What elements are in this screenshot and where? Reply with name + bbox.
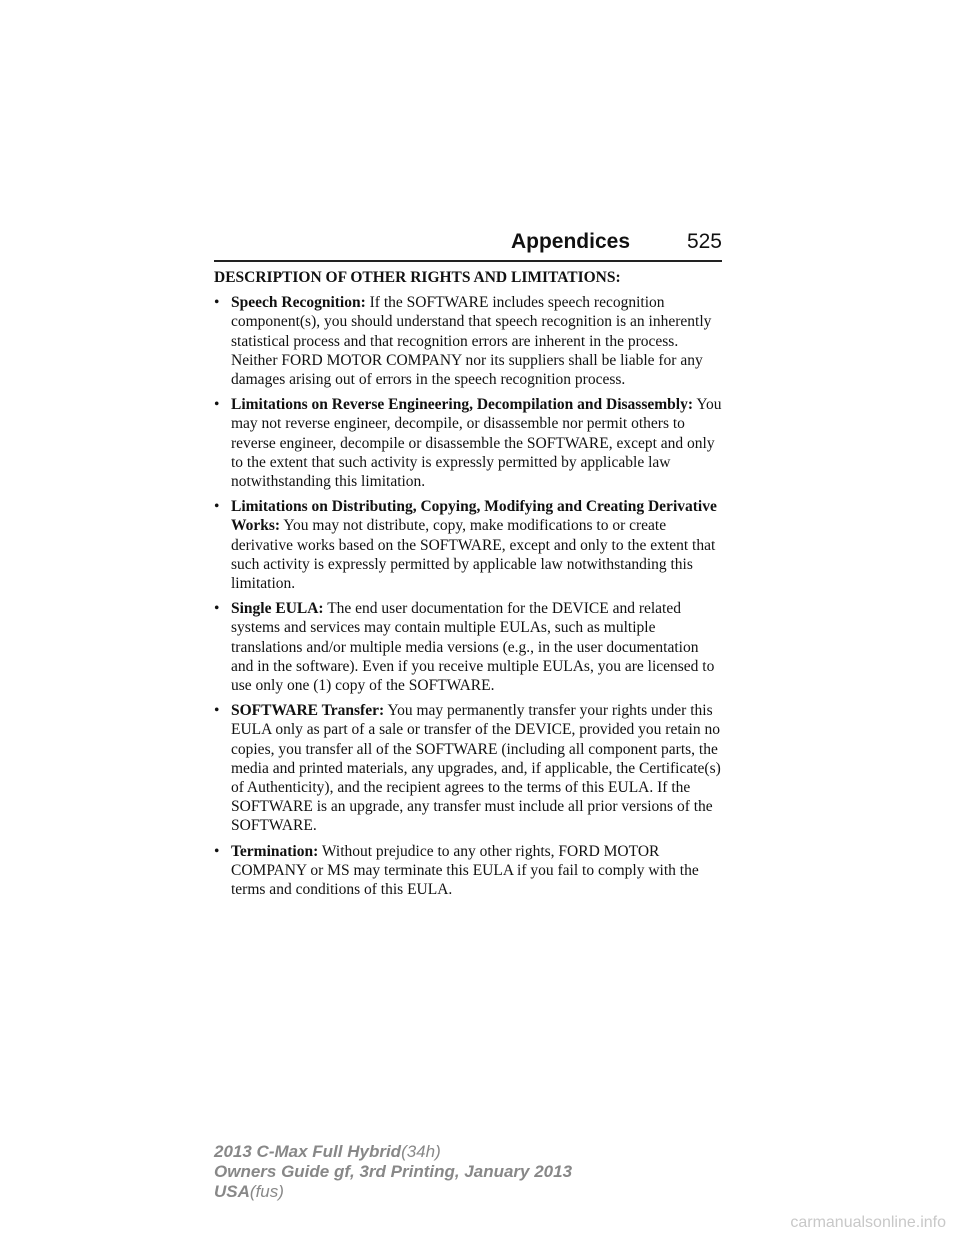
page-number: 525 bbox=[686, 230, 722, 253]
bullet-icon: • bbox=[214, 842, 220, 860]
item-term: SOFTWARE Transfer: bbox=[231, 702, 385, 720]
item-term: Single EULA: bbox=[231, 600, 324, 618]
item-text: The end user documentation for the DEVICE and related systems and services may contain multiple EULAs, such as multiple translations and/or multiple media versions (e.g., in the user documentation and in the software). Even if you receive multiple EULAs, you are licensed to use only one (1) copy of the SOFTWARE. bbox=[231, 600, 715, 695]
item-term: Speech Recognition: bbox=[231, 294, 366, 312]
watermark-link[interactable]: carmanualsonline.info bbox=[790, 1214, 946, 1231]
bullet-icon: • bbox=[214, 396, 220, 414]
bullet-icon: • bbox=[214, 498, 220, 516]
list-item-speech-recognition bbox=[214, 293, 724, 389]
list-item-reverse-engineering bbox=[214, 395, 724, 491]
page-body bbox=[214, 268, 724, 905]
footer-market-code: (fus) bbox=[249, 1182, 284, 1201]
bullet-icon: • bbox=[214, 600, 220, 618]
section-title: Appendices bbox=[510, 230, 630, 253]
bullet-icon: • bbox=[214, 294, 220, 312]
footer-line-edition: Owners Guide gf, 3rd Printing, January 2013 bbox=[214, 1162, 573, 1181]
document-footer bbox=[214, 1142, 572, 1202]
bullet-icon: • bbox=[214, 702, 220, 720]
footer-model-code: (34h) bbox=[401, 1142, 441, 1161]
item-term: Limitations on Distributing, Copying, Modifying and Creating Derivative Works: bbox=[231, 498, 717, 535]
list-item-single-eula bbox=[214, 599, 724, 695]
item-term: Termination: bbox=[231, 842, 319, 860]
page-header bbox=[214, 226, 722, 262]
footer-line-market bbox=[214, 1182, 572, 1202]
section-heading: DESCRIPTION OF OTHER RIGHTS AND LIMITATIONS: bbox=[214, 269, 621, 286]
item-text: You may not reverse engineer, decompile, or disassemble nor permit others to reverse engineer, decompile or disassemble the SOFTWARE, except and only to the extent that such activity is expressly permitted by applicable law notwithstanding this limitation. bbox=[231, 396, 722, 491]
footer-line-model bbox=[214, 1142, 572, 1162]
item-text: You may permanently transfer your rights under this EULA only as part of a sale or transfer of the DEVICE, provided you retain no copies, you transfer all of the SOFTWARE (including all component parts, the media and printed materials, any upgrades, and, if applicable, the Certificate(s) of Authenticity), and the recipient agrees to the terms of this EULA. If the SOFTWARE is an upgrade, any transfer must include all prior versions of the SOFTWARE. bbox=[231, 702, 721, 835]
list-item-distributing bbox=[214, 497, 724, 593]
item-text: If the SOFTWARE includes speech recognition component(s), you should understand that speech recognition is an inherently statistical process and that recognition errors are inherent in the process. Neither FORD MOTOR COMPANY nor its suppliers shall be liable for any damages arising out of errors in the speech recognition process. bbox=[231, 294, 712, 389]
list-item-software-transfer bbox=[214, 701, 724, 835]
item-text: Without prejudice to any other rights, FORD MOTOR COMPANY or MS may terminate this EULA if you fail to comply with the terms and conditions of this EULA. bbox=[231, 842, 699, 899]
list-item-termination bbox=[214, 842, 724, 900]
item-term: Limitations on Reverse Engineering, Decompilation and Disassembly: bbox=[231, 396, 693, 414]
footer-market: USA bbox=[214, 1182, 250, 1201]
footer-model: 2013 C-Max Full Hybrid bbox=[214, 1142, 402, 1161]
item-text: You may not distribute, copy, make modifications to or create derivative works based on the SOFTWARE, except and only to the extent that such activity is expressly permitted by applicable law notwithstanding this limitation. bbox=[231, 517, 716, 593]
